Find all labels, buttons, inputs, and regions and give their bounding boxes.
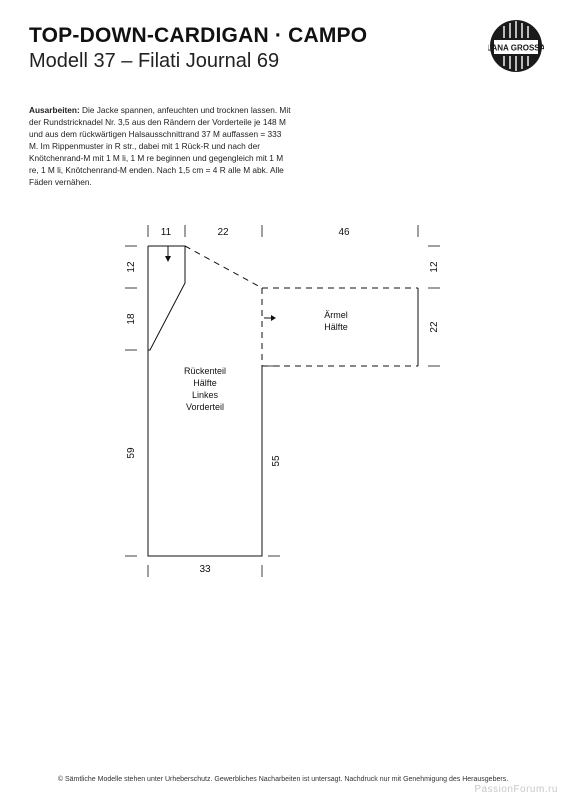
body-label-line-4: Vorderteil xyxy=(185,402,225,412)
dim-top-sleeve: 46 xyxy=(338,227,350,238)
page-subtitle: Modell 37 – Filati Journal 69 xyxy=(29,50,280,72)
sleeve-label-line-1: Ärmel xyxy=(324,310,348,320)
shoulder-line xyxy=(185,246,262,288)
dim-bottom-width: 33 xyxy=(199,564,211,575)
copyright-footer: © Sämtliche Modelle stehen unter Urheberschutz. Gewerbliches Nacharbeiten ist untersagt. Nachdruck nur mit Genehmigung des Herausgebers. xyxy=(57,776,509,783)
dim-right-top: 12 xyxy=(429,261,440,273)
body-label-line-2: Hälfte xyxy=(193,378,217,388)
body-outline xyxy=(148,246,262,556)
arrow-right-icon xyxy=(271,315,276,321)
page-title: TOP-DOWN-CARDIGAN · CAMPO xyxy=(29,24,368,47)
dim-right-sleeve: 22 xyxy=(429,321,440,333)
body-label-line-1: Rückenteil xyxy=(183,366,227,376)
dim-inner-length: 55 xyxy=(271,455,282,467)
body-label-line-3: Linkes xyxy=(191,390,219,400)
dim-left-top: 12 xyxy=(126,261,137,273)
instructions-text: Die Jacke spannen, anfeuchten und trocknen lassen. Mit der Rundstricknadel Nr. 3,5 aus den Rändern der Vorderteile je 148 M und aus dem rückwärtigen Halsausschnittrand 37 M auffassen = 333 M. Im Rippenmuster in R str., dabei mit 1 Rück-R und nach der Knötchenrand-M mit 1 M li, 1 M re beginnen und gegengleich mit 1 M re, 1 M li, Knötchenrand-M enden. Nach 1,5 cm = 4 R alle M abk. Alle Fäden vernähen. xyxy=(29,105,291,187)
logo-brand-text: LANA GROSSA xyxy=(488,43,544,53)
dim-top-shoulder: 22 xyxy=(217,227,229,238)
instructions-heading: Ausarbeiten: xyxy=(29,105,80,115)
watermark: PassionForum.ru xyxy=(474,784,558,795)
sleeve-label-line-2: Hälfte xyxy=(324,322,348,332)
dim-top-neck: 11 xyxy=(160,227,172,238)
dim-left-length: 59 xyxy=(126,447,137,459)
arrow-down-icon xyxy=(165,256,171,262)
dim-left-middle: 18 xyxy=(126,313,137,325)
